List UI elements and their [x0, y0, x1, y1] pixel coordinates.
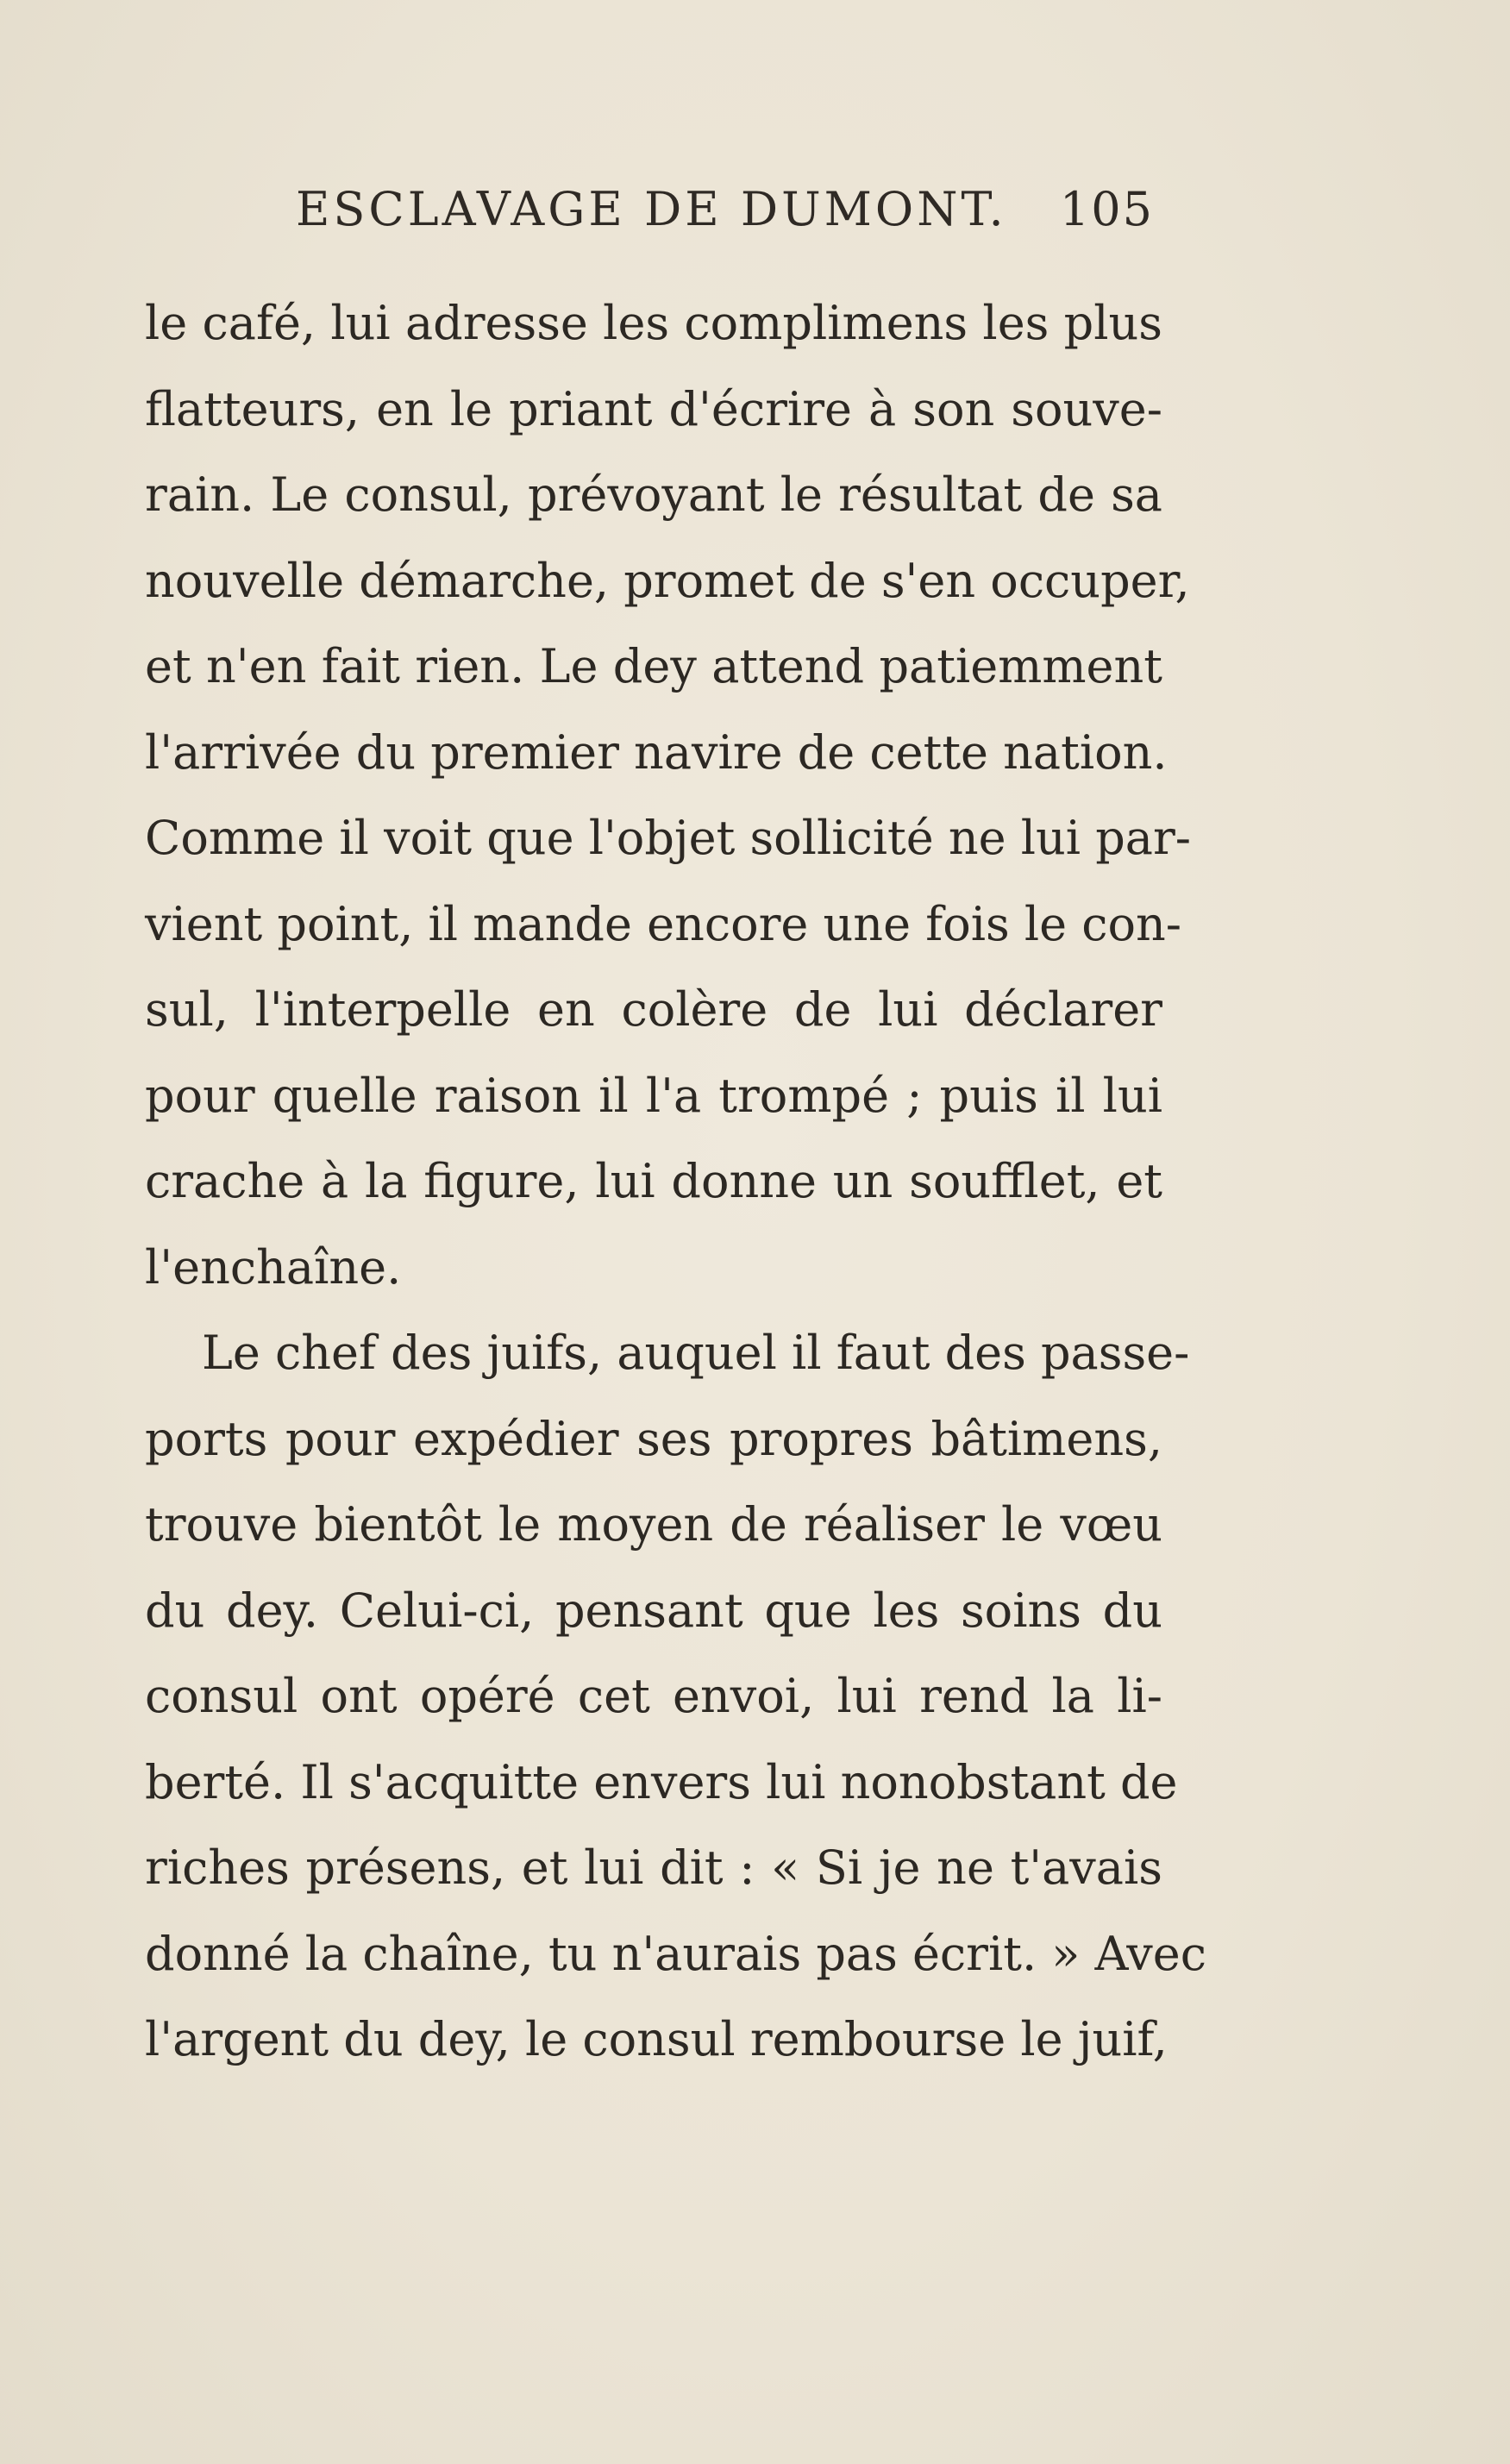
text-line: nouvelle démarche, promet de s'en occuper, — [145, 553, 1190, 608]
text-line: flatteurs, en le priant d'écrire à son souve- — [145, 381, 1162, 436]
text-line: pour quelle raison il l'a trompé ; puis il lui — [145, 1068, 1162, 1123]
running-header — [145, 179, 1162, 240]
body-text — [145, 285, 1207, 2087]
text-line: l'argent du dey, le consul rembourse le juif, — [145, 2012, 1168, 2066]
text-line: donné la chaîne, tu n'aurais pas écrit. » Avec — [145, 1926, 1207, 1981]
running-title: ESCLAVAGE DE DUMONT. — [296, 182, 1007, 236]
text-line: Comme il voit que l'objet sollicité ne lui par- — [145, 811, 1192, 865]
paragraph — [145, 1314, 1207, 2087]
text-line: rain. Le consul, prévoyant le résultat de sa — [145, 467, 1162, 522]
page-number: 105 — [1059, 182, 1154, 236]
text-line: riches présens, et lui dit : « Si je ne t'avais — [145, 1840, 1162, 1895]
text-line: du dey. Celui-ci, pensant que les soins du — [145, 1583, 1162, 1638]
text-line: berté. Il s'acquitte envers lui nonobstant de — [145, 1754, 1178, 1809]
text-line: consul ont opéré cet envoi, lui rend la li- — [145, 1669, 1162, 1723]
text-line: l'enchaîne. — [145, 1239, 402, 1295]
text-line: vient point, il mande encore une fois le con- — [145, 896, 1182, 951]
text-line: trouve bientôt le moyen de réaliser le vœu — [145, 1497, 1162, 1552]
text-line: et n'en fait rien. Le dey attend patiemment — [145, 639, 1162, 693]
text-line: crache à la figure, lui donne un soufflet, et — [145, 1154, 1162, 1208]
text-line: le café, lui adresse les complimens les plus — [145, 296, 1162, 350]
paragraph — [145, 285, 1192, 1314]
text-line: ports pour expédier ses propres bâtimens, — [145, 1411, 1162, 1466]
text-line: sul, l'interpelle en colère de lui déclarer — [145, 982, 1162, 1037]
text-line: l'arrivée du premier navire de cette nation. — [145, 724, 1168, 780]
text-line: Le chef des juifs, auquel il faut des passe- — [202, 1326, 1190, 1380]
